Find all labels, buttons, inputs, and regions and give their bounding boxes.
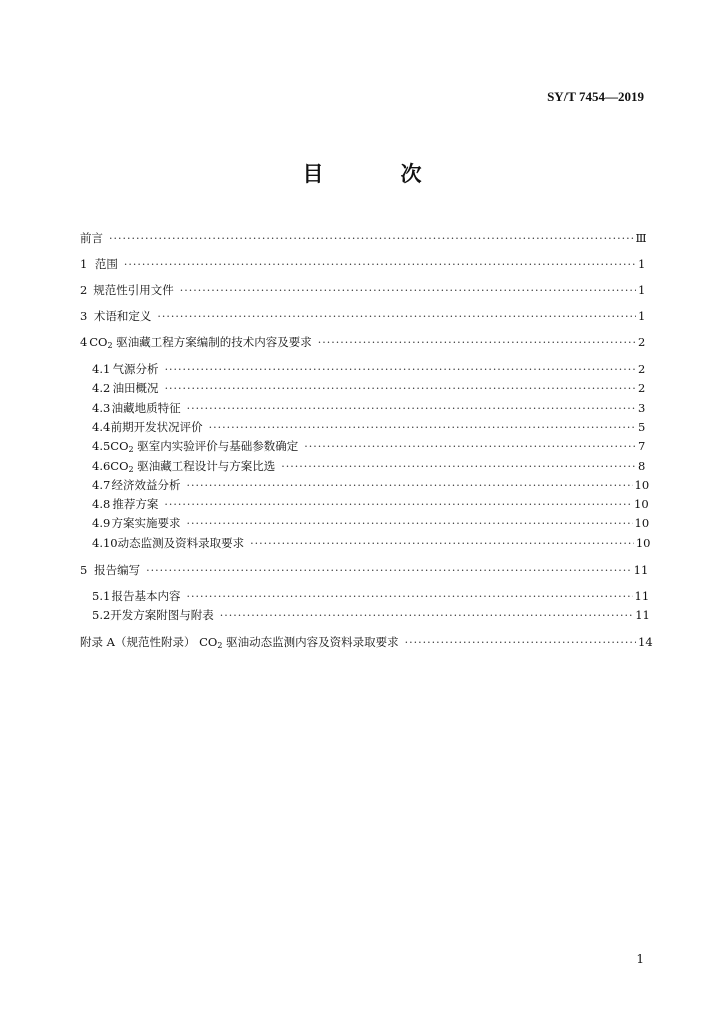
toc-entry-4-7[interactable]	[92, 476, 650, 494]
toc-number: 4.6	[92, 459, 111, 473]
dot-leader	[180, 282, 636, 300]
toc-label: $CO_2$ 驱室内实验评价与基础参数确定	[110, 439, 299, 454]
dot-leader	[186, 477, 632, 495]
dot-leader	[186, 515, 632, 533]
toc-entry-1[interactable]	[80, 255, 644, 273]
dot-leader	[146, 562, 632, 580]
footer-page-number: 1	[636, 952, 644, 966]
dot-leader	[209, 419, 636, 437]
toc-page-number: 10	[634, 516, 650, 530]
toc-entry-5-2[interactable]	[92, 606, 650, 624]
toc-number: 4.8	[92, 497, 111, 511]
toc-entry-foreword[interactable]	[80, 229, 647, 247]
dot-leader	[318, 334, 636, 352]
toc-page-number: 1	[638, 309, 646, 323]
dot-leader	[250, 535, 634, 553]
toc-label: 前言	[80, 231, 103, 245]
toc-page-number: 11	[635, 608, 650, 622]
toc-page-number: 11	[634, 589, 650, 603]
dot-leader	[187, 400, 636, 418]
toc-label: 开发方案附图与附表	[110, 608, 214, 622]
dot-leader	[304, 438, 636, 456]
toc-label: 方案实施要求	[111, 516, 181, 530]
toc-page-number: Ⅲ	[635, 231, 647, 245]
document-code: SY/T 7454—2019	[547, 89, 644, 104]
toc-number: 4.3	[92, 401, 111, 415]
toc-number: 4.4	[92, 420, 111, 434]
toc-entry-2[interactable]	[80, 281, 644, 299]
page-title: 目 次	[302, 162, 450, 186]
dot-leader	[157, 308, 636, 326]
dot-leader	[165, 380, 636, 398]
toc-label: 动态监测及资料录取要求	[117, 536, 245, 550]
toc-number: 5	[80, 563, 88, 577]
toc-label: 气源分析	[112, 362, 159, 376]
dot-leader	[186, 588, 632, 606]
toc-page-number: 2	[638, 362, 646, 376]
toc-entry-4-8[interactable]	[92, 495, 649, 513]
dot-leader	[220, 607, 633, 625]
toc-entry-4-3[interactable]	[92, 399, 644, 417]
toc-label: 报告基本内容	[111, 589, 181, 603]
toc-page-number: 10	[634, 497, 649, 511]
dot-leader	[109, 230, 634, 248]
toc-number: 4	[80, 335, 88, 349]
toc-label: 油田概况	[112, 381, 159, 395]
toc-label: 报告编写	[94, 563, 141, 577]
toc-page-number: 10	[635, 536, 651, 550]
toc-page-number: 7	[638, 439, 646, 453]
toc-label: 范围	[94, 257, 118, 271]
toc-number: 5.2	[92, 608, 111, 622]
toc-page-number: 1	[638, 283, 646, 297]
toc-entry-4-6[interactable]	[92, 457, 644, 475]
toc-entry-4-9[interactable]	[92, 514, 650, 532]
toc-page-number: 2	[638, 381, 646, 395]
toc-entry-4-2[interactable]	[92, 379, 644, 397]
toc-number: 4.7	[92, 478, 111, 492]
toc-entry-5-1[interactable]	[92, 587, 650, 605]
toc-label: $CO_2$ 驱油藏工程方案编制的技术内容及要求	[89, 335, 312, 350]
toc-page-number: 11	[633, 563, 649, 577]
toc-number: 4.1	[92, 362, 111, 376]
dot-leader	[165, 361, 636, 379]
toc-entry-4-10[interactable]	[92, 534, 651, 552]
toc-number: 4.9	[92, 516, 111, 530]
toc-page-number: 10	[634, 478, 650, 492]
toc-number: 2	[80, 283, 88, 297]
toc-page-number: 3	[638, 401, 646, 415]
toc-page-number: 1	[638, 257, 646, 271]
toc-number: 4.5	[92, 439, 111, 453]
toc-page-number: 14	[638, 635, 653, 649]
toc-label: 附录 A（规范性附录） $CO_2$ 驱油动态监测内容及资料录取要求	[80, 635, 399, 650]
toc-entry-4-4[interactable]	[92, 418, 644, 436]
toc-page-number: 8	[638, 459, 646, 473]
toc-entry-4-1[interactable]	[92, 360, 644, 378]
toc-label: 经济效益分析	[111, 478, 181, 492]
dot-leader	[281, 458, 636, 476]
dot-leader	[164, 496, 632, 514]
toc-entry-3[interactable]	[80, 307, 644, 325]
toc-number: 4.2	[92, 381, 111, 395]
toc-label: 油藏地质特征	[111, 401, 181, 415]
toc-page-number: 2	[638, 335, 646, 349]
dot-leader	[405, 634, 636, 652]
toc-label: 术语和定义	[93, 309, 152, 323]
toc-entry-appendix-a[interactable]	[80, 633, 653, 651]
toc-entry-5[interactable]	[80, 561, 649, 579]
toc-number: 1	[80, 257, 88, 271]
toc-number: 5.1	[92, 589, 111, 603]
toc-label: 规范性引用文件	[93, 283, 174, 297]
toc-label: 前期开发状况评价	[110, 420, 203, 434]
toc-number: 3	[80, 309, 88, 323]
toc-label: $CO_2$ 驱油藏工程设计与方案比选	[110, 459, 276, 474]
toc-entry-4[interactable]	[80, 333, 644, 351]
toc-number: 4.10	[92, 536, 118, 550]
toc-page-number: 5	[638, 420, 646, 434]
dot-leader	[124, 256, 636, 274]
toc-label: 推荐方案	[112, 497, 159, 511]
toc-entry-4-5[interactable]	[92, 437, 644, 455]
